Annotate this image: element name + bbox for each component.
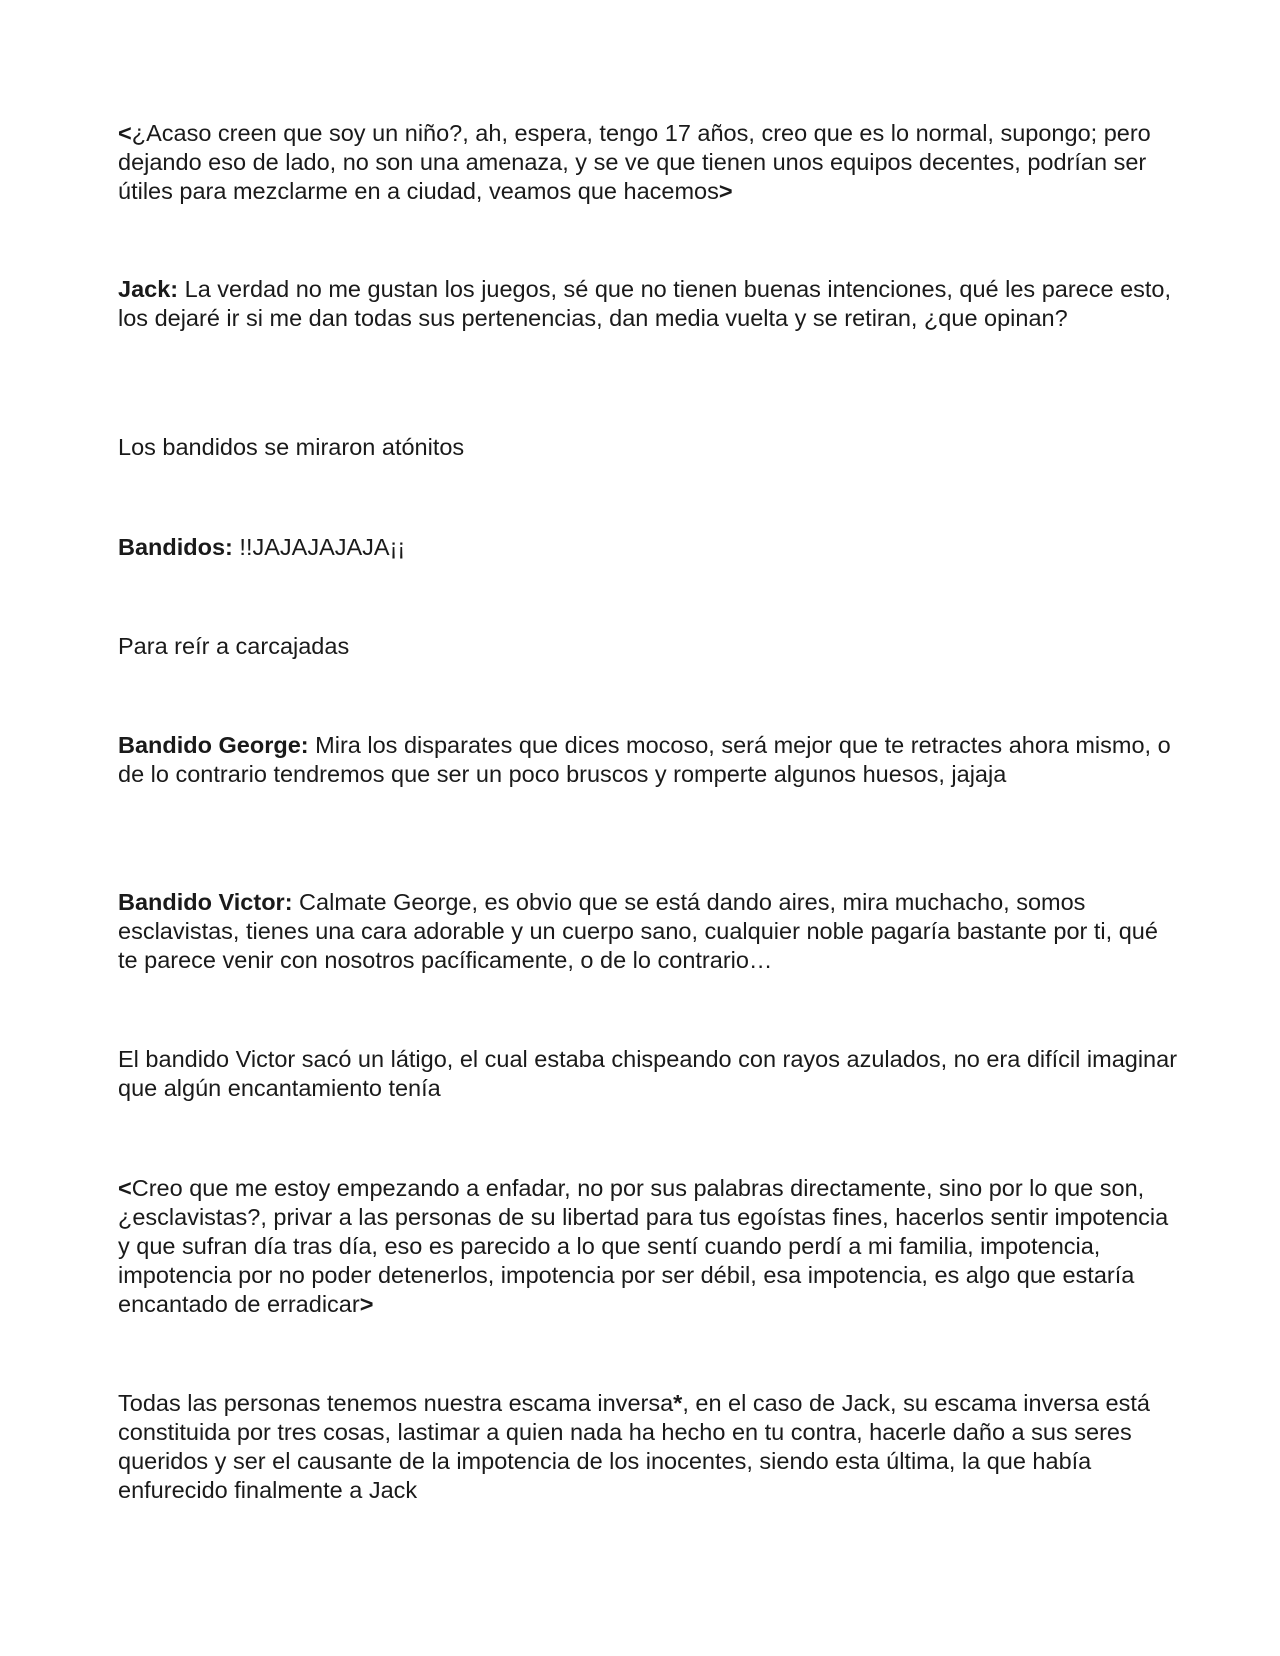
thought-close-marker: > [359,1291,374,1317]
dialogue-bandido-george [118,731,1180,789]
thought-paragraph-2 [118,1174,1180,1319]
paragraph-text: Calmate George, es obvio que se está dando aires, mira muchacho, somos esclavistas, tienes una cara adorable y un cuerpo sano, cualquier noble pagaría bastante por ti, qué te parece venir con nosotros pacíficamente, o de lo contrario… [118,889,1158,973]
dialogue-jack [118,275,1180,333]
footnote-marker: * [673,1390,683,1416]
narration-paragraph-1 [118,433,1180,462]
paragraph-text: Los bandidos se miraron atónitos [118,434,465,460]
speaker-label: Bandidos: [118,534,233,560]
paragraph-text: La verdad no me gustan los juegos, sé que no tienen buenas intenciones, qué les parece esto, los dejaré ir si me dan todas sus pertenencias, dan media vuelta y se retiran, ¿que opinan? [118,276,1172,331]
paragraph-text: Creo que me estoy empezando a enfadar, no por sus palabras directamente, sino por lo que son, ¿esclavistas?, privar a las personas de su libertad para tus egoístas fines, hacerlos sentir impotencia y que sufran día tras día, eso es parecido a lo que sentí cuando perdí a mi familia, impotencia, impotencia por no poder detenerlos, impotencia por ser débil, esa impotencia, es algo que estaría encantado de erradicar [118,1175,1169,1317]
paragraph-text: Todas las personas tenemos nuestra escama inversa [118,1390,674,1416]
speaker-label: Bandido Victor: [118,889,293,915]
paragraph-text-continued: , en el caso de Jack, su escama inversa está constituida por tres cosas, lastimar a quien nada ha hecho en tu contra, hacerle daño a sus seres queridos y ser el causante de la impotencia de los inocentes, siendo esta última, la que había enfurecido finalmente a Jack [118,1390,1150,1503]
thought-open-marker: < [118,1175,132,1201]
paragraph-text: Para reír a carcajadas [118,633,350,659]
paragraph-text: ¿Acaso creen que soy un niño?, ah, espera, tengo 17 años, creo que es lo normal, supongo; pero dejando eso de lado, no son una amenaza, y se ve que tienen unos equipos decentes, podrían ser útiles para mezclarme en a ciudad, veamos que hacemos [118,120,1151,204]
thought-paragraph-1 [118,119,1180,206]
thought-open-marker: < [118,120,132,146]
narration-paragraph-4 [118,1389,1180,1505]
narration-paragraph-3 [118,1045,1180,1103]
dialogue-bandido-victor [118,888,1180,975]
paragraph-text: !!JAJAJAJAJA¡¡ [232,534,406,560]
paragraph-text: Mira los disparates que dices mocoso, será mejor que te retractes ahora mismo, o de lo contrario tendremos que ser un poco bruscos y romperte algunos huesos, jajaja [118,732,1171,787]
speaker-label: Jack: [118,276,179,302]
narration-paragraph-2 [118,632,1180,661]
dialogue-bandidos [118,533,1180,562]
paragraph-text: El bandido Victor sacó un látigo, el cual estaba chispeando con rayos azulados, no era difícil imaginar que algún encantamiento tenía [118,1046,1178,1101]
thought-close-marker: > [718,178,733,204]
speaker-label: Bandido George: [118,732,309,758]
